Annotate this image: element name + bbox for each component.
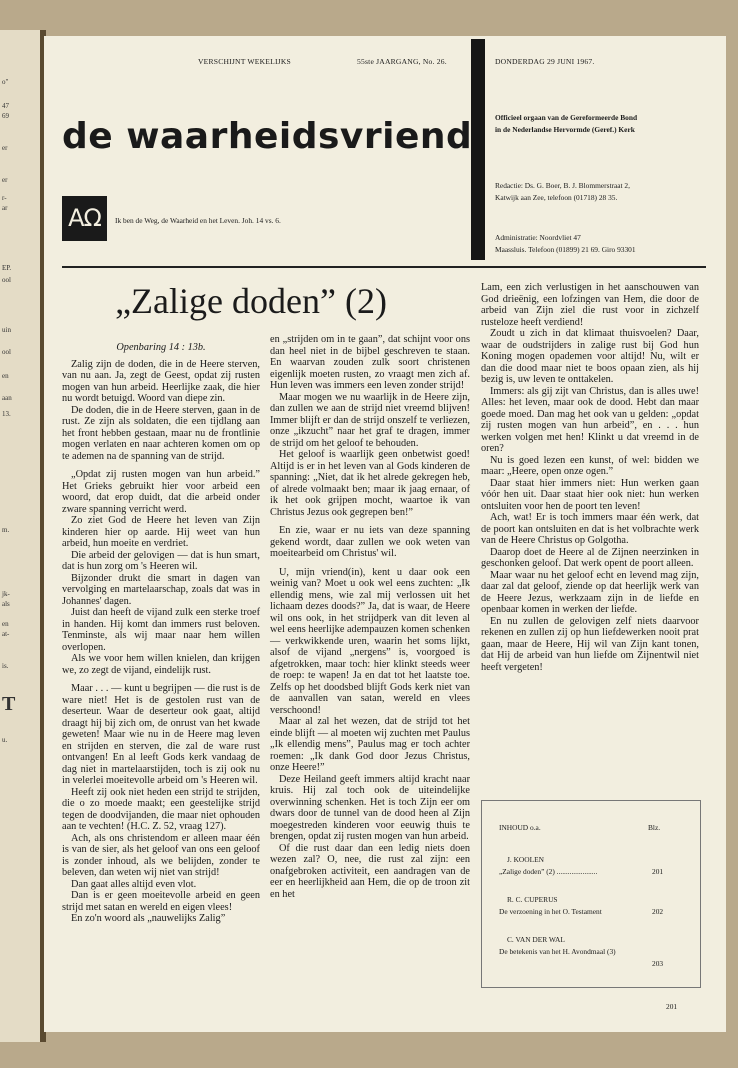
article-column-3: [481, 282, 699, 673]
prev-fragment: u.: [2, 736, 8, 744]
toc-heading: INHOUD o.a.: [499, 823, 541, 832]
toc-author: R. C. CUPERUS: [507, 895, 558, 904]
article-column-2: [270, 334, 470, 900]
article-paragraph: Het geloof is waarlijk geen onbetwist goed! Altijd is er in het leven van al Gods kinderen de spanning: „Niet, dat ik het alrede gekregen heb, of alrede volmaakt ben; maar ik jaag ernaar, of ik het ook grijpen mocht, waartoe ik van Christus Jezus ook gegrepen ben!”: [270, 449, 470, 518]
editorial-line: Katwijk aan Zee, telefoon (01718) 28 35.: [495, 193, 618, 202]
article-paragraph: „Opdat zij rusten mogen van hun arbeid.” Het Grieks gebruikt hier voor arbeid een woord, dat erop duidt, dat die arbeid onder zware spanning verricht werd.: [62, 469, 260, 515]
prev-fragment: aan: [2, 394, 12, 402]
article-paragraph: Ach, als ons christendom er alleen maar één is van de sier, als het geloof van ons een geloof is zonder inhoud, als we belijden, zonder te beleven, dan weten wij niet van strijd!: [62, 832, 260, 878]
toc-page: 203: [652, 959, 664, 968]
toc-page: 201: [652, 867, 664, 876]
toc-author: C. VAN DER WAL: [507, 935, 565, 944]
prev-fragment: at-: [2, 630, 10, 638]
article-paragraph: Maar al zal het wezen, dat de strijd tot het einde blijft — al moeten wij zuchten met Paulus „Ik ellendig mens”, Paulus mag er toch achter roemen: „Ik dank God door Jezus Christus, onze Heere!”: [270, 716, 470, 773]
article-paragraph: Dan gaat alles altijd even vlot.: [71, 878, 197, 890]
prev-fragment: ar: [2, 204, 8, 212]
article-paragraph: Als we voor hem willen knielen, dan krijgen we, zo zegt de vijand, eindelijk rust.: [62, 653, 260, 676]
prev-fragment: o": [2, 78, 9, 86]
prev-fragment: 13.: [2, 410, 11, 418]
toc-entry-title[interactable]: De betekenis van het H. Avondmaal (3): [499, 947, 616, 956]
previous-page-edge: [0, 30, 40, 1042]
editorial-line: Redactie: Ds. G. Boer, B. J. Blommerstraat 2,: [495, 181, 630, 190]
issue-date: DONDERDAG 29 JUNI 1967.: [495, 57, 595, 66]
article-paragraph: Heeft zij ook niet heden een strijd te strijden, die o zo moede maakt; een geestelijke strijd tegen de doodvijanden, die maar niet ophouden aan te vechten! (H.C. Z. 52, vraag 127).: [62, 786, 260, 832]
toc-blz-label: Blz.: [648, 823, 661, 832]
article-paragraph: Zalig zijn de doden, die in de Heere sterven, van nu aan. Ja, zegt de Geest, opdat zij rusten mogen van hun arbeid. Heerlijke zaak, die hier nu wordt betuigd. Woord van diepe zin.: [62, 358, 260, 404]
organ-line: in de Nederlandse Hervormde (Geref.) Kerk: [495, 125, 635, 134]
administration-line: Administratie: Noordvliet 47: [495, 233, 581, 242]
prev-fragment: is.: [2, 662, 9, 670]
prev-fragment: uin: [2, 326, 11, 334]
page-number: 201: [666, 1002, 678, 1011]
article-paragraph: Ach, wat! Er is toch immers maar één werk, dat de poort kan ontsluiten en dat is het volbrachte werk van de Heere Christus op Golgotha.: [481, 512, 699, 546]
article-paragraph: Die arbeid der gelovigen — dat is hun smart, dat is hun zorg om 's Heeren wil.: [62, 549, 260, 572]
editorial-address: [495, 180, 630, 204]
toc-page: 202: [652, 907, 664, 916]
article-paragraph: Immers: als gij zijt van Christus, dan is alles uwe! Alles: het leven, maar ook de dood. Hebt dan maar goede moed. Dan mag het ook van u gelden: „opdat zij rusten mogen van hun arbeid”, en . . . hun werken volgen met hen! Klinkt u dat vreemd in de oren?: [481, 385, 699, 454]
administration-address: [495, 232, 636, 256]
article-paragraph: En zie, waar er nu iets van deze spanning gekend wordt, daar zullen we ook weten van moeitearbeid om Christus' wil.: [270, 525, 470, 559]
article-paragraph: Lam, een zich verlustigen in het aanschouwen van God drieënig, een lofzingen van Hem, die door de arbeid van Zijn ziel die rust voor in zichzelf rusteloze heeft verdiend!: [481, 282, 699, 328]
article-paragraph: En nu zullen de gelovigen zelf niets daarvoor rekenen en zullen zij op hun liefdewerken nooit prat gaan, maar de Heere, Hij wil van Zijn kant tonen, dat Hij de arbeid van hun liefde om Zijnentwil niet heeft vergeten!: [481, 615, 699, 673]
article-paragraph: Maar mogen we nu waarlijk in de Heere zijn, dan zullen we aan de strijd niet vreemd blijven! Immer blijft er dan de strijd onszelf te verliezen, onze „ikzucht” naar het graf te dragen, immer de strijd om het geloof te behouden.: [270, 391, 470, 449]
article-title: „Zalige doden” (2): [115, 281, 387, 321]
toc-author: J. KOOLEN: [507, 855, 544, 864]
article-paragraph: Zoudt u zich in dat klimaat thuisvoelen? Daar, waar de oudstrijders in zalige rust bij God hun Koning mogen opademen voor altijd! Nu, wilt er dan die dood maar niet te boos opaan zien, als hij bezig is, uw leven te onttakelen.: [481, 328, 699, 385]
toc-entry-title[interactable]: „Zalige doden” (2) ......................: [499, 867, 598, 876]
scripture-reference: Openbaring 14 : 13b.: [116, 342, 206, 353]
article-paragraph: Nu is goed lezen een kunst, of wel: bidden we maar: „Heere, open onze ogen.”: [481, 454, 699, 477]
table-of-contents: [481, 800, 701, 988]
prev-fragment: T: [2, 693, 16, 715]
article-paragraph: Bijzonder drukt die smart in dagen van vervolging en martelaarschap, zoals dat was in Johannes' dagen.: [62, 572, 260, 607]
prev-fragment: r-: [2, 194, 7, 202]
prev-fragment: er: [2, 176, 8, 184]
article-column-1: [62, 334, 260, 925]
organ-line: Officieel orgaan van de Gereformeerde Bond: [495, 113, 638, 122]
article-paragraph: U, mijn vriend(in), kent u daar ook een weinig van? Moet u ook wel eens zuchten: „Ik ellendig mens, wie zal mij verlossen uit het lichaam dezes doods?” Ja, dat is waar, de Heere wil ons ook, in het strijdperk van dit leven al wel eens heerlijke adempauzen komen schenken — verkwikkende uren, waarin het soms lijkt, alsof de vijand „nergens” is, voorgoed is afgetrokken, maar toch: hier klinkt steeds weer de roep: te wapen! Ja en dat tot het laatste toe. Zelfs op het doodsbed blijft Gods kerk niet van de aanvallen van satan, wereld en vlees verschoond!: [270, 566, 470, 716]
prev-fragment: jk-: [2, 590, 10, 598]
alpha-omega-logo: ΑΩ: [62, 196, 107, 241]
article-paragraph: Daarop doet de Heere al de Zijnen neerzinken in geschonken geloof. Dat werk opent de poort alleen.: [481, 546, 699, 569]
prev-fragment: m.: [2, 526, 10, 534]
article-paragraph: en „strijden om in te gaan”, dat schijnt voor ons dan heel niet in de bijbel geschreven te staan. En waarvan zouden zulk soort christenen eigenlijk moeten rusten, zo vraagt men zich af. Hun leven was immers een leven zonder strijd!: [270, 334, 470, 391]
prev-fragment: als: [2, 600, 10, 608]
article-paragraph: Deze Heiland geeft immers altijd kracht naar kruis. Hij zal toch ook de uiteindelijke overwinning schenken. Het is toch Zijn eer om dwars door de tunnel van de dood heen al Zijn moegestreden kinderen voor eeuwig thuis te brengen, opdat zij rusten mogen van hun arbeid.: [270, 773, 470, 842]
prev-fragment: en: [2, 620, 9, 628]
article-paragraph: Maar . . . — kunt u begrijpen — die rust is de ware niet! Het is de gestolen rust van de deserteur. Waar de deserteur ook gaat, altijd draagt hij bij zich om, de onrust van het kwade geweten! Maar wie nu in de Heere mag leven en strijden en sterven, die zal de ware rust ontvangen! En al leeft Gods kerk vandaag de dag niet in martelaarstijden, toch is zij ook nu in velerlei moeitevolle arbeid om 's Heeren wil.: [62, 683, 260, 786]
article-paragraph: En zo'n woord als „nauwelijks Zalig”: [71, 913, 226, 924]
article-paragraph: Of die rust daar dan een ledig niets doen wezen zal? O, nee, die rust zal zijn: een onafgebroken activiteit, een aandragen van de eer en heerlijkheid aan Hem, die op de troon zit en het: [270, 842, 470, 900]
masthead-divider-bar: [471, 39, 485, 260]
article-paragraph: De doden, die in de Heere sterven, gaan in de rust. Ze zijn als soldaten, die een tijdlang aan het front hebben gestaan, maar nu de frontlinie mogen verlaten en naar achteren komen om op te ademen na de spanning van de strijd.: [62, 404, 260, 462]
masthead-title: de waarheidsvriend: [62, 116, 473, 157]
article-paragraph: Daar staat hier immers niet: Hun werken gaan vóór hen uit. Daar staat hier ook niet: hun werken ontsluiten voor hen de poort ten leven!: [481, 477, 699, 512]
publication-frequency: VERSCHIJNT WEKELIJKS: [198, 57, 291, 66]
toc-entry-title[interactable]: De verzoening in het O. Testament: [499, 907, 602, 916]
prev-fragment: 69: [2, 112, 9, 120]
newspaper-page: [44, 36, 726, 1032]
volume-number: 55ste JAARGANG, No. 26.: [357, 57, 447, 66]
prev-fragment: 47: [2, 102, 9, 110]
motto: Ik ben de Weg, de Waarheid en het Leven. Joh. 14 vs. 6.: [115, 216, 281, 225]
article-paragraph: Zo ziet God de Heere het leven van Zijn kinderen hier op aarde. Hij weet van hun arbeid, hun moeite en verdriet.: [62, 515, 260, 549]
prev-fragment: ool: [2, 276, 11, 284]
prev-fragment: ool: [2, 348, 11, 356]
article-paragraph: Juist dan heeft de vijand zulk een sterke troef in handen. Hij komt dan immers rust beloven. Tenminste, als wij maar naar hem willen overlopen.: [62, 607, 260, 653]
administration-line: Maassluis. Telefoon (01899) 21 69. Giro 93301: [495, 245, 636, 254]
official-organ: [495, 112, 637, 136]
header-rule: [62, 266, 706, 268]
prev-fragment: en: [2, 372, 9, 380]
article-paragraph: Maar waar nu het geloof echt en levend mag zijn, daar zal dat geloof, ziende op dat heerlijk werk van de Heere Jezus, werkzaam zijn in de liefde en openbaar komen in werken der liefde.: [481, 569, 699, 615]
prev-fragment: er: [2, 144, 8, 152]
article-paragraph: Dan is er geen moeitevolle arbeid en geen strijd met satan en wereld en eigen vlees!: [62, 890, 260, 913]
prev-fragment: EP.: [2, 264, 12, 272]
